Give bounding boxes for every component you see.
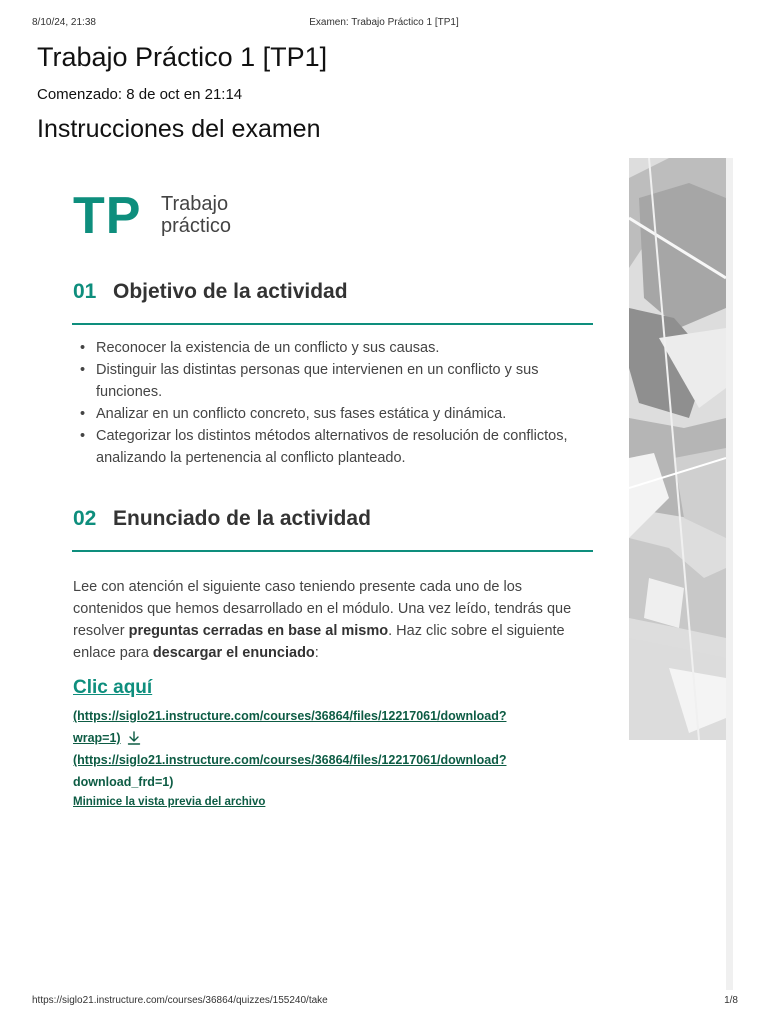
file-url-line-2[interactable]: wrap=1)	[73, 731, 121, 745]
tp-logo-mark: TP	[73, 187, 142, 245]
section-title: Enunciado de la actividad	[113, 507, 371, 530]
file-url-wrap[interactable]	[73, 705, 593, 752]
scrollbar[interactable]	[726, 158, 733, 990]
clic-aqui-link[interactable]: Clic aquí	[73, 677, 153, 698]
instructions-heading: Instrucciones del examen	[37, 115, 321, 143]
tp-logo-line-2: práctico	[161, 215, 232, 237]
page-number: 1/8	[724, 995, 738, 1006]
decorative-side-image	[629, 158, 726, 740]
statement-text: :	[314, 645, 319, 661]
section-heading-objective	[73, 280, 348, 304]
statement-bold: preguntas cerradas en base al mismo	[128, 623, 389, 639]
statement-paragraph	[73, 576, 593, 664]
section-title: Objetivo de la actividad	[113, 280, 348, 303]
section-divider	[72, 323, 593, 325]
section-number: 01	[73, 280, 97, 303]
list-item: • Distinguir las distintas personas que intervienen en un conflicto y sus funciones.	[80, 359, 590, 403]
objectives-list	[80, 337, 590, 469]
print-datetime: 8/10/24, 21:38	[32, 17, 96, 28]
minimize-preview-link[interactable]: Minimice la vista previa del archivo	[73, 796, 266, 808]
print-document-title: Examen: Trabajo Práctico 1 [TP1]	[309, 17, 459, 28]
download-url-line-2[interactable]: download_frd=1)	[73, 775, 174, 789]
section-divider	[72, 550, 593, 552]
section-heading-statement	[73, 507, 371, 531]
page-title: Trabajo Práctico 1 [TP1]	[37, 42, 328, 72]
list-item: • Reconocer la existencia de un conflicto y sus causas.	[80, 337, 590, 359]
file-url-line-1[interactable]: (https://siglo21.instructure.com/courses/36864/files/12217061/download?	[73, 709, 507, 723]
statement-text: Lee con atención el siguiente caso teniendo presente cada uno de los contenidos que hemos desarrollado en el módulo. Una vez leído, tendrás que resolver	[73, 579, 572, 639]
print-url: https://siglo21.instructure.com/courses/36864/quizzes/155240/take	[32, 995, 328, 1006]
section-number: 02	[73, 507, 97, 530]
list-item: • Analizar en un conflicto concreto, sus fases estática y dinámica.	[80, 403, 590, 425]
file-url-download[interactable]	[73, 749, 593, 793]
statement-bold: descargar el enunciado	[152, 645, 315, 661]
download-url-line-1[interactable]: (https://siglo21.instructure.com/courses/36864/files/12217061/download?	[73, 753, 507, 767]
list-item: • Categorizar los distintos métodos alternativos de resolución de conflictos, analizando la pertenencia al conflicto planteado.	[80, 425, 590, 469]
tp-logo-line-1: Trabajo	[161, 193, 229, 215]
statement-text: . Haz clic sobre el siguiente enlace para	[73, 623, 565, 661]
started-timestamp: Comenzado: 8 de oct en 21:14	[37, 86, 243, 103]
